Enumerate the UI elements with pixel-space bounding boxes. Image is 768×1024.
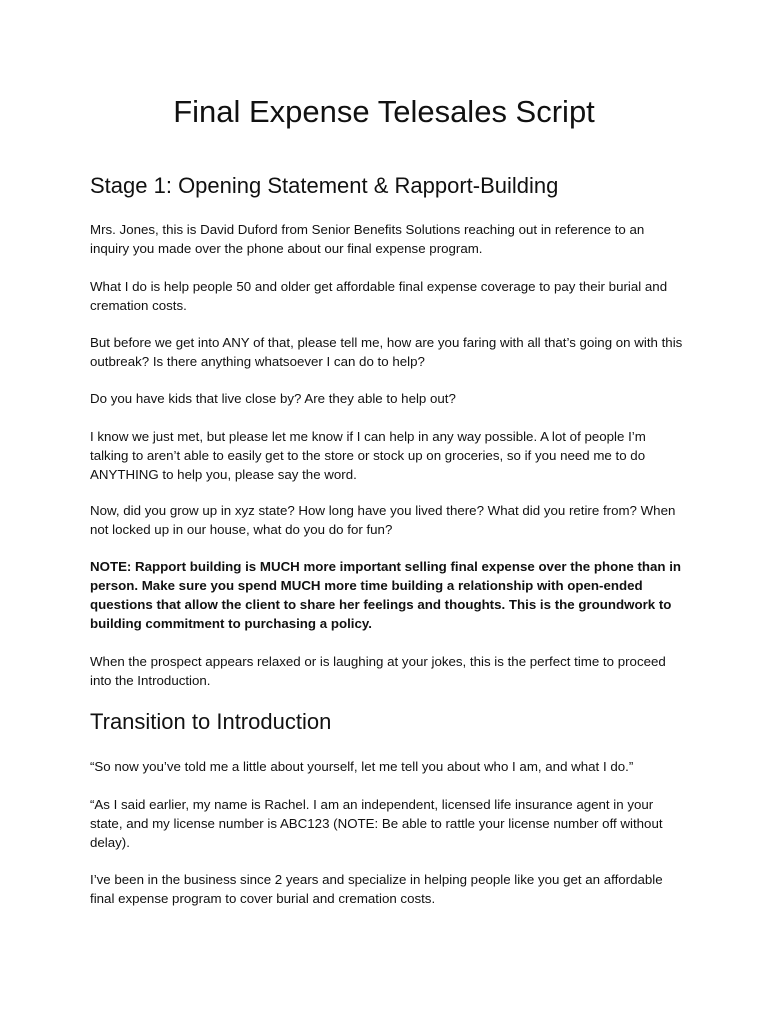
paragraph-experience: I’ve been in the business since 2 years and specialize in helping people like you get an affordable final expense program to cover burial and cremation costs. [90, 872, 663, 906]
document-title: Final Expense Telesales Script [173, 94, 595, 129]
paragraph-questions: Now, did you grow up in xyz state? How long have you lived there? What did you retire from? When not locked up in our house, what do you do for fun? [90, 503, 676, 537]
paragraph-proceed: When the prospect appears relaxed or is laughing at your jokes, this is the perfect time to proceed into the Introduction. [90, 654, 666, 688]
note-paragraph: NOTE: Rapport building is MUCH more important selling final expense over the phone than in person. Make sure you spend MUCH more time building a relationship with open-ended questions that allow the client to share her feelings and thoughts. This is the groundwork to building commitment to purchasing a policy. [90, 559, 682, 631]
paragraph-outbreak: But before we get into ANY of that, please tell me, how are you faring with all that’s going on with this outbreak? Is there anything whatsoever I can do to help? [90, 335, 683, 369]
paragraph-opening: Mrs. Jones, this is David Duford from Senior Benefits Solutions reaching out in reference to an inquiry you made over the phone about our final expense program. [90, 222, 645, 256]
paragraph-agent-intro: “As I said earlier, my name is Rachel. I am an independent, licensed life insurance agent in your state, and my license number is ABC123 (NOTE: Be able to rattle your license number off without delay). [90, 797, 663, 850]
section-heading-stage-1: Stage 1: Opening Statement & Rapport-Building [90, 173, 559, 198]
paragraph-transition-quote: “So now you’ve told me a little about yourself, let me tell you about who I am, and what I do.” [90, 759, 634, 774]
paragraph-help-offer: I know we just met, but please let me know if I can help in any way possible. A lot of people I’m talking to aren’t able to easily get to the store or stock up on groceries, so if you need me to do ANYTHING to help you, please say the word. [90, 429, 646, 482]
paragraph-what-i-do: What I do is help people 50 and older get affordable final expense coverage to pay their burial and cremation costs. [90, 279, 668, 313]
section-heading-transition: Transition to Introduction [90, 709, 332, 734]
paragraph-kids: Do you have kids that live close by? Are they able to help out? [90, 391, 456, 406]
